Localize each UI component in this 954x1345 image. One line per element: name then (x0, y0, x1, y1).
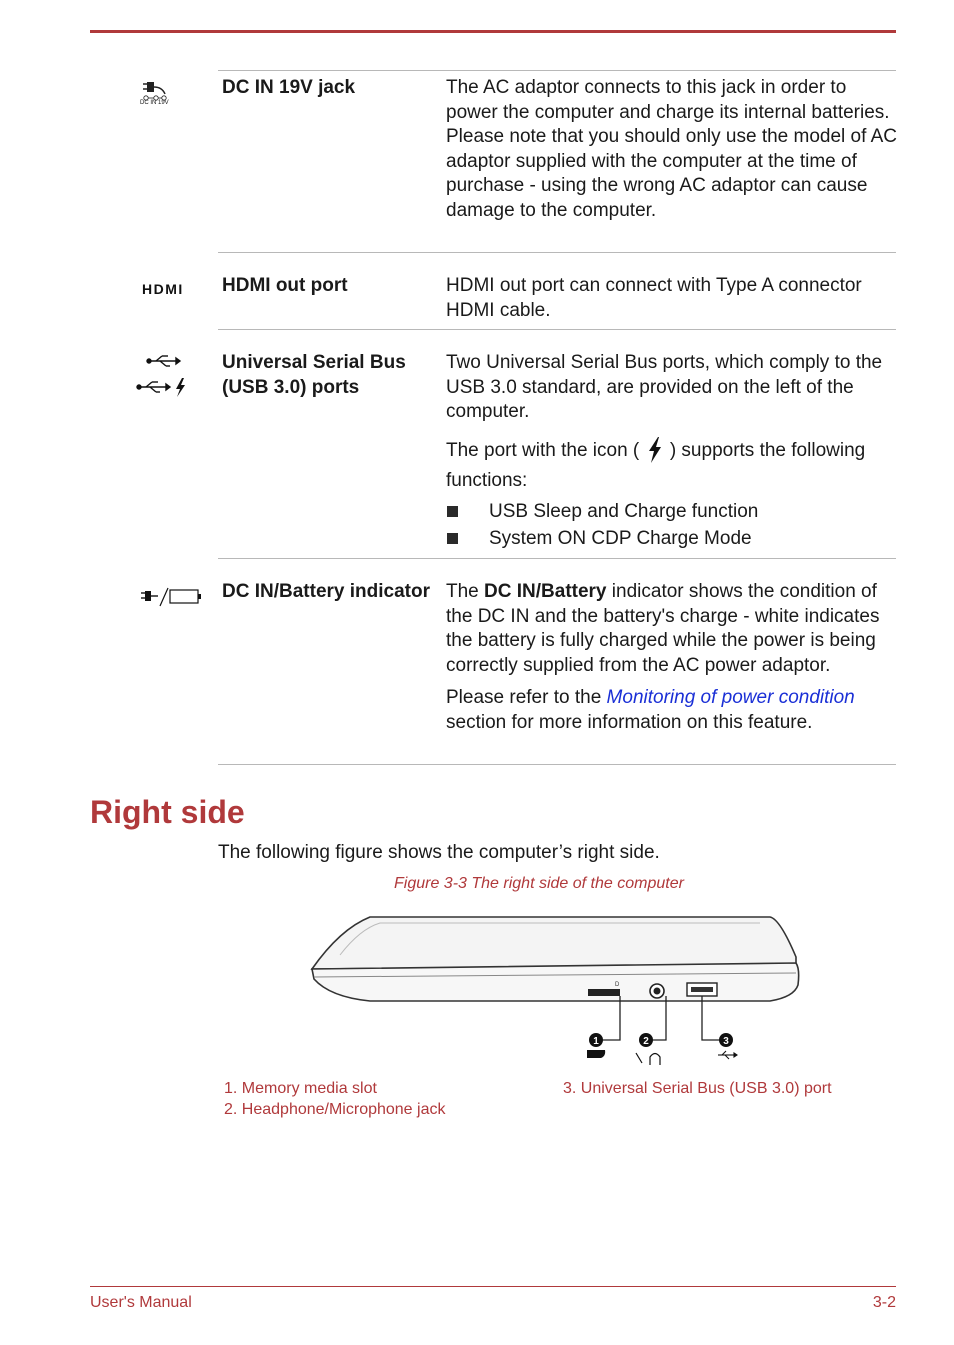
note-text-post: ) supports the following functions: (446, 439, 866, 491)
lightning-icon (645, 436, 665, 464)
table-row (90, 70, 896, 252)
note-text-pre: Please refer to the (446, 687, 607, 708)
list-item (446, 498, 898, 525)
legend-item-1: 1. Memory media slot (224, 1080, 377, 1097)
row-divider (218, 70, 896, 71)
callout-2: 2 (643, 1036, 649, 1047)
usb-icon (90, 351, 218, 406)
row-description-note (446, 686, 898, 735)
section-intro: The following figure shows the computer’s right side. (218, 842, 660, 863)
desc-post: indicator shows the condition of the DC IN and the battery's charge - white indicates the battery is fully charged while the power is being correctly supplied from the AC power adaptor. (446, 581, 880, 676)
row-description-text (446, 580, 898, 678)
svg-text:HDMI: HDMI (142, 282, 184, 297)
row-divider (218, 252, 896, 253)
usb-icon-small (718, 1051, 737, 1059)
callout-3: 3 (723, 1036, 729, 1047)
desc-pre: The (446, 581, 485, 602)
battery-indicator-icon (90, 586, 218, 617)
row-term: DC IN/Battery indicator (222, 581, 430, 602)
row-description-text: Two Universal Serial Bus ports, which comply to the USB 3.0 standard, are provided on the left of the computer. (446, 352, 883, 422)
row-description (446, 76, 898, 231)
headphone-mic-icon (636, 1053, 660, 1065)
list-item (446, 525, 898, 552)
svg-text:D: D (615, 982, 620, 988)
list-item-label: USB Sleep and Charge function (489, 500, 759, 522)
page-number: 3-2 (872, 1294, 896, 1311)
dc-in-icon-caption: DC IN 19V (140, 100, 169, 106)
table-row (90, 252, 896, 329)
row-divider (218, 764, 896, 765)
note-text-pre: The port with the icon ( (446, 439, 640, 461)
footer-rule (90, 1286, 896, 1287)
function-list (446, 498, 898, 552)
hdmi-icon (90, 282, 218, 303)
callout-1: 1 (593, 1036, 599, 1047)
row-term: HDMI out port (222, 275, 348, 296)
row-divider (218, 558, 896, 559)
note-text-post: section for more information on this feature. (446, 711, 813, 733)
footer-title: User's Manual (90, 1294, 192, 1311)
row-description-text: The AC adaptor connects to this jack in order to power the computer and charge its internal batteries. Please note that you should only use the model of AC adaptor supplied with the computer at the time of purchase - using the wrong AC adaptor can cause damage to the computer. (446, 77, 898, 221)
sd-card-icon (587, 1050, 605, 1058)
row-description (446, 580, 898, 743)
row-description (446, 351, 898, 552)
row-description-note (446, 436, 898, 496)
bullet-square-icon (447, 533, 458, 544)
row-divider (218, 329, 896, 330)
legend-item-2: 2. Headphone/Microphone jack (224, 1101, 446, 1118)
port-table (90, 70, 896, 766)
section-heading: Right side (90, 794, 245, 830)
dc-in-icon (90, 78, 218, 123)
table-row (90, 558, 896, 766)
row-description (446, 274, 898, 331)
legend-item-3: 3. Universal Serial Bus (USB 3.0) port (563, 1080, 832, 1097)
monitoring-power-link[interactable]: Monitoring of power condition (606, 687, 855, 708)
laptop-right-side-figure (300, 905, 810, 1070)
figure-caption: Figure 3-3 The right side of the computer (394, 875, 684, 892)
row-term: DC IN 19V jack (222, 77, 356, 98)
header-rule (90, 30, 896, 33)
list-item-label: System ON CDP Charge Mode (489, 527, 752, 549)
table-row (90, 329, 896, 558)
desc-bold: DC IN/Battery (484, 581, 607, 602)
bullet-square-icon (447, 506, 458, 517)
row-term: Universal Serial Bus (USB 3.0) ports (222, 352, 406, 398)
row-description-text: HDMI out port can connect with Type A connector HDMI cable. (446, 275, 862, 321)
